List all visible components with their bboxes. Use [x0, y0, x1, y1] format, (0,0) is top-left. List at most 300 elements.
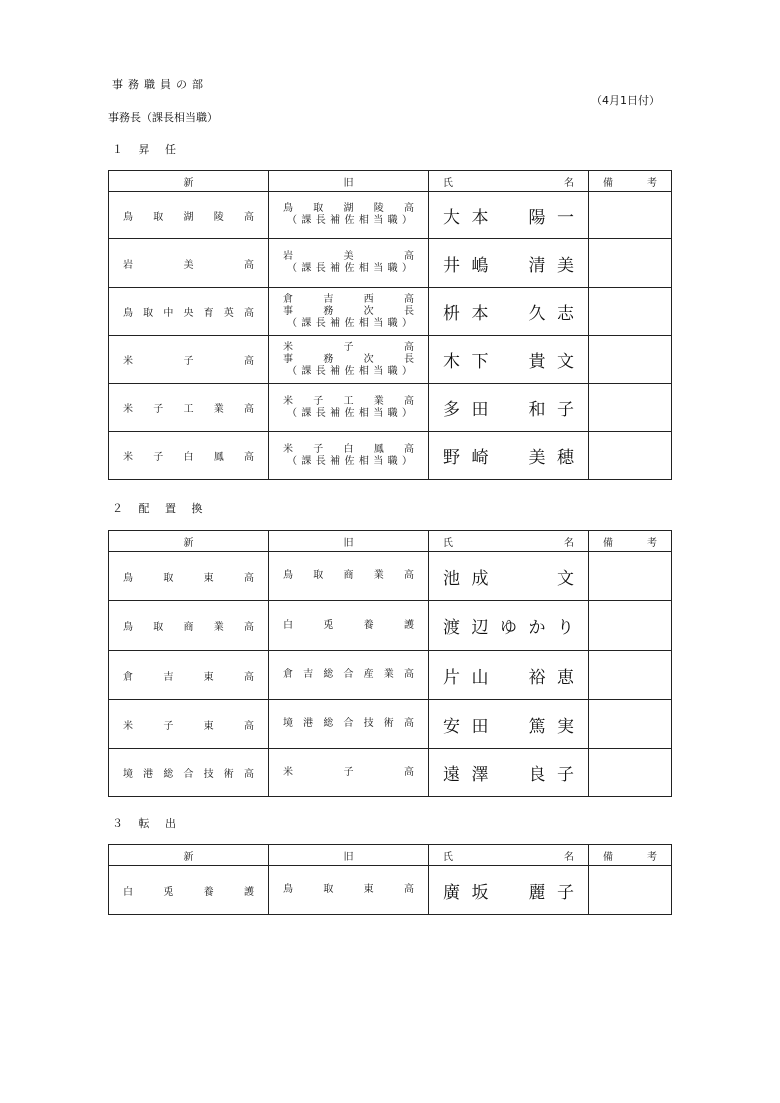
new-post-char: 商 [183, 622, 194, 633]
remarks-cell [589, 192, 672, 239]
old-post-line [283, 396, 414, 408]
old-post-char: 子 [313, 443, 324, 455]
old-post-cell [269, 384, 429, 432]
name-cell [429, 552, 589, 601]
old-post-line [283, 570, 414, 582]
old-post-line [283, 306, 414, 318]
new-post-text [109, 883, 268, 898]
new-post-cell [109, 192, 269, 239]
name-cell [429, 601, 589, 651]
name-char: 子 [557, 400, 574, 420]
header-old-label: 旧 [343, 851, 354, 863]
old-post-note-char: 職 [387, 317, 398, 329]
new-post-char: 鳥 [123, 572, 133, 584]
header-remarks-part: 備 [603, 537, 613, 549]
table-row [109, 651, 672, 700]
old-post-note [283, 318, 414, 330]
header-remarks-label [589, 174, 671, 189]
new-post-text [109, 668, 268, 683]
remarks-cell [589, 288, 672, 336]
header-name-label [429, 848, 588, 863]
new-post-text [109, 256, 268, 271]
old-post-cell [269, 749, 429, 797]
old-post-char: 術 [383, 718, 394, 729]
old-post-char: 白 [283, 619, 293, 631]
name-cell [429, 749, 589, 797]
remarks-cell [589, 601, 672, 651]
remarks-cell [589, 552, 672, 601]
name-char [500, 395, 517, 420]
name-char: 木 [443, 352, 460, 372]
old-post-char: 米 [283, 443, 293, 455]
old-post-cell [269, 192, 429, 239]
old-post-char: 鳥 [283, 884, 293, 895]
new-post-char: 鳳 [213, 452, 224, 463]
person-name [429, 347, 588, 372]
old-post-block [269, 444, 428, 468]
section-title-promotion: １ 昇 任 [112, 143, 182, 156]
old-post-char: 倉 [283, 669, 293, 680]
new-post-cell [109, 384, 269, 432]
new-post-cell [109, 601, 269, 651]
new-post-text [109, 569, 268, 584]
header-name [429, 531, 589, 552]
old-post-note-char: （ [287, 215, 297, 226]
name-char [500, 760, 517, 785]
old-post-cell [269, 239, 429, 288]
table-transfer [108, 530, 672, 797]
name-cell [429, 384, 589, 432]
name-char: 和 [528, 400, 546, 420]
remarks-cell [589, 651, 672, 700]
old-post-char: 長 [403, 353, 414, 365]
remarks-cell [589, 239, 672, 288]
old-post-char: 倉 [283, 293, 293, 305]
new-post-char: 米 [123, 356, 133, 367]
header-old [269, 171, 429, 192]
old-post-cell [269, 552, 429, 601]
old-post-note-char: 佐 [344, 215, 355, 226]
new-post-char: 取 [143, 308, 154, 319]
old-post-cell [269, 432, 429, 480]
header-remarks-label [589, 534, 671, 549]
name-char: 久 [528, 304, 546, 324]
old-post-note-char: 職 [387, 263, 398, 274]
new-post-char: 高 [243, 671, 254, 683]
old-post-char: 高 [404, 443, 414, 455]
new-post-char: 技 [203, 769, 214, 780]
old-post-char: 業 [383, 669, 394, 680]
new-post-char: 護 [243, 886, 254, 898]
new-post-char: 子 [163, 720, 174, 732]
old-post-note-char: 長 [315, 365, 326, 377]
old-post-note [283, 366, 414, 378]
name-char: 子 [557, 882, 574, 903]
name-char: 山 [471, 667, 489, 688]
old-post-note-char: 相 [358, 317, 369, 329]
new-post-cell [109, 651, 269, 700]
old-post-char: 総 [323, 718, 334, 729]
new-post-char: 子 [183, 356, 194, 367]
old-post-block [269, 294, 428, 330]
old-post-char: 産 [363, 669, 374, 680]
old-post-char: 鳳 [373, 443, 384, 455]
new-post-char: 東 [203, 671, 214, 683]
old-post-note-char: （ [287, 455, 297, 467]
old-post-char: 港 [303, 718, 314, 729]
name-char [500, 443, 517, 468]
name-char: 池 [443, 568, 460, 589]
name-char: 子 [557, 765, 574, 785]
old-post-note-char: ） [402, 215, 412, 226]
old-post-note-char: 長 [315, 215, 326, 226]
new-post-char: 高 [244, 404, 254, 415]
person-name [429, 878, 588, 903]
old-post-char: 高 [404, 341, 414, 353]
old-post-note-char: 当 [373, 455, 384, 467]
person-name [429, 251, 588, 276]
old-post-note-char: 補 [330, 317, 341, 329]
old-post-note-char: ） [402, 407, 412, 419]
name-char: 田 [471, 400, 489, 420]
old-post-cell [269, 700, 429, 749]
new-post-char: 湖 [183, 211, 194, 223]
old-post-line [283, 767, 414, 779]
name-char: 成 [471, 568, 489, 589]
old-post-char: 事 [283, 353, 293, 365]
old-post-cell [269, 288, 429, 336]
old-post-block [269, 203, 428, 227]
name-char: 文 [557, 352, 574, 372]
old-post-char: 陵 [373, 203, 384, 214]
old-post-block [269, 718, 428, 730]
name-char: 大 [443, 207, 460, 228]
new-post-char: 業 [213, 622, 224, 633]
document-heading: 事務職員の部 [112, 78, 208, 91]
old-post-note-char: 職 [387, 407, 398, 419]
name-char: 清 [528, 255, 546, 276]
old-post-char: 米 [283, 395, 293, 407]
header-new-label: 新 [183, 537, 194, 549]
old-post-note-char: 佐 [344, 317, 355, 329]
name-char: 志 [557, 304, 574, 324]
person-name [429, 299, 588, 324]
person-name [429, 663, 588, 688]
old-post-cell [269, 336, 429, 384]
name-char: 井 [443, 255, 460, 276]
name-char: 本 [471, 207, 489, 228]
table-row [109, 601, 672, 651]
new-post-char: 白 [183, 452, 194, 463]
name-char [500, 299, 517, 324]
new-post-text [109, 618, 268, 633]
table-header-row [109, 531, 672, 552]
old-post-char: 湖 [343, 203, 354, 214]
person-name [429, 712, 588, 737]
old-post-char: 務 [323, 305, 334, 317]
table-promotion [108, 170, 672, 480]
name-char: 嶋 [471, 255, 489, 276]
old-post-char: 取 [323, 884, 334, 895]
old-post-line [283, 354, 414, 366]
old-post-note-char: 相 [358, 407, 369, 419]
header-remarks-part: 備 [603, 177, 613, 189]
table-row [109, 749, 672, 797]
new-post-text [109, 765, 268, 780]
remarks-cell [589, 700, 672, 749]
old-post-note-char: 当 [373, 317, 384, 329]
old-post-char: 工 [343, 395, 354, 407]
old-post-line [283, 620, 414, 632]
name-char: 枡 [443, 304, 460, 324]
name-char [500, 663, 517, 688]
old-post-char: 高 [403, 293, 414, 305]
old-post-note-char: 長 [315, 407, 326, 419]
old-post-char: 子 [313, 395, 324, 407]
name-char: 野 [443, 448, 460, 468]
table-row [109, 288, 672, 336]
old-post-char: 高 [403, 718, 414, 729]
new-post-char: 吉 [163, 671, 174, 683]
old-post-note-char: 職 [387, 215, 398, 226]
name-char: 貴 [528, 352, 546, 372]
new-post-char: 米 [123, 720, 133, 732]
new-post-char: 高 [243, 308, 254, 319]
table-outbound [108, 844, 672, 915]
table-row [109, 700, 672, 749]
new-post-cell [109, 239, 269, 288]
new-post-cell [109, 288, 269, 336]
section-title-transfer: ２ 配 置 換 [112, 502, 209, 515]
old-post-note-char: 佐 [344, 455, 355, 467]
old-post-note [283, 263, 414, 275]
section-title-outbound: ３ 転 出 [112, 817, 182, 830]
old-post-char: 合 [343, 718, 354, 729]
old-post-note-char: 相 [358, 455, 369, 467]
new-post-char: 鳥 [123, 211, 133, 223]
new-post-char: 岩 [123, 259, 133, 271]
old-post-char: 業 [373, 395, 384, 407]
name-char: 澤 [471, 765, 489, 785]
new-post-char: 白 [123, 886, 133, 898]
old-post-note-char: 当 [373, 263, 384, 274]
new-post-char: 業 [213, 404, 224, 415]
new-post-char: 陵 [213, 211, 224, 223]
old-post-note-char: 課 [301, 365, 312, 377]
new-post-char: 子 [153, 404, 164, 415]
new-post-char: 取 [153, 622, 164, 633]
name-cell [429, 239, 589, 288]
old-post-note-char: 当 [373, 215, 384, 226]
name-char: 美 [528, 448, 546, 468]
person-name [429, 760, 588, 785]
name-char: 片 [443, 667, 460, 688]
old-post-char: 白 [343, 443, 354, 455]
new-post-char: 高 [244, 622, 254, 633]
old-post-line [283, 251, 414, 263]
old-post-note-char: 長 [315, 455, 326, 467]
old-post-char: 合 [343, 669, 354, 680]
name-char: 裕 [528, 667, 546, 688]
name-char: 遠 [443, 765, 460, 785]
name-char: 実 [557, 716, 574, 737]
old-post-char: 美 [343, 251, 354, 262]
name-char: 陽 [528, 207, 546, 228]
new-post-cell [109, 700, 269, 749]
new-post-char: 高 [244, 259, 254, 271]
old-post-char: 岩 [283, 251, 293, 262]
person-name [429, 613, 588, 638]
new-post-char: 高 [244, 356, 254, 367]
old-post-block [269, 669, 428, 681]
header-name [429, 845, 589, 866]
old-post-note-char: （ [287, 263, 297, 274]
old-post-note [283, 456, 414, 468]
old-post-block [269, 396, 428, 420]
old-post-char: 技 [363, 718, 374, 729]
old-post-block [269, 342, 428, 378]
table-row [109, 336, 672, 384]
old-post-cell [269, 651, 429, 700]
person-name [429, 203, 588, 228]
header-old-label: 旧 [343, 177, 354, 189]
old-post-line [283, 669, 414, 681]
new-post-char: 取 [163, 572, 174, 584]
old-post-cell [269, 601, 429, 651]
old-post-line [283, 718, 414, 730]
name-cell [429, 192, 589, 239]
new-post-char: 高 [243, 769, 254, 780]
name-char: 下 [471, 352, 489, 372]
position-subheading: 事務長（課長相当職） [108, 111, 218, 124]
old-post-block [269, 251, 428, 275]
header-remarks-part: 考 [647, 537, 657, 549]
new-post-char: 取 [153, 211, 164, 223]
new-post-char: 中 [163, 308, 174, 319]
old-post-char: 高 [404, 570, 414, 581]
name-char: ゆ [500, 618, 517, 638]
old-post-note-char: 相 [358, 365, 369, 377]
new-post-char: 総 [163, 769, 174, 780]
new-post-cell [109, 552, 269, 601]
old-post-note-char: 職 [387, 455, 398, 467]
name-char: 美 [557, 255, 574, 276]
header-new-label: 新 [183, 177, 194, 189]
new-post-char: 港 [143, 769, 154, 780]
name-cell [429, 866, 589, 915]
old-post-note-char: ） [402, 455, 412, 467]
old-post-char: 事 [283, 305, 293, 317]
old-post-note-char: 補 [330, 407, 341, 419]
old-post-note-char: 補 [330, 215, 341, 226]
header-new-label: 新 [183, 851, 194, 863]
name-char [500, 564, 517, 589]
table-row [109, 866, 672, 915]
new-post-char: 鳥 [123, 622, 133, 633]
old-post-note-char: 佐 [344, 263, 355, 274]
person-name [429, 564, 588, 589]
old-post-note-char: 課 [301, 317, 312, 329]
old-post-char: 吉 [323, 293, 334, 305]
table-header-row [109, 845, 672, 866]
old-post-line [283, 203, 414, 215]
name-char: 安 [443, 716, 460, 737]
new-post-char: 合 [183, 769, 194, 780]
person-name [429, 395, 588, 420]
header-remarks-part: 備 [603, 851, 613, 863]
old-post-note-char: 補 [330, 365, 341, 377]
table-header-row [109, 171, 672, 192]
header-new [109, 171, 269, 192]
remarks-cell [589, 749, 672, 797]
new-post-char: 高 [243, 720, 254, 732]
old-post-line [283, 884, 414, 896]
header-name-part: 氏 [443, 537, 453, 549]
old-post-note-char: ） [402, 365, 412, 377]
header-name-part: 氏 [443, 851, 453, 863]
header-name-label [429, 174, 588, 189]
old-post-char: 商 [343, 570, 354, 581]
new-post-char: 養 [203, 886, 214, 898]
old-post-char: 鳥 [283, 570, 293, 581]
old-post-note-char: 課 [301, 215, 312, 226]
person-name [429, 443, 588, 468]
name-cell [429, 700, 589, 749]
old-post-char: 長 [403, 305, 414, 317]
remarks-cell [589, 432, 672, 480]
new-post-char: 子 [153, 452, 164, 463]
name-char: 穂 [557, 448, 574, 468]
new-post-char: 高 [243, 572, 254, 584]
header-old [269, 845, 429, 866]
old-post-char: 子 [343, 341, 354, 353]
old-post-note-char: 相 [358, 215, 369, 226]
old-post-note-char: （ [287, 365, 297, 377]
name-char: 本 [471, 304, 489, 324]
name-cell [429, 288, 589, 336]
old-post-note-char: 佐 [344, 407, 355, 419]
new-post-char: 育 [203, 308, 214, 319]
new-post-char: 米 [123, 452, 133, 463]
old-post-char: 米 [283, 341, 293, 353]
old-post-line [283, 294, 414, 306]
header-old-label: 旧 [343, 537, 354, 549]
header-remarks [589, 171, 672, 192]
old-post-note-char: 補 [330, 455, 341, 467]
old-post-note-char: 課 [301, 263, 312, 274]
old-post-char: 高 [403, 884, 414, 895]
name-char: 一 [557, 207, 574, 228]
header-new [109, 531, 269, 552]
new-post-char: 美 [183, 259, 194, 271]
old-post-note-char: （ [287, 317, 297, 329]
remarks-cell [589, 384, 672, 432]
new-post-cell [109, 749, 269, 797]
new-post-char: 米 [123, 404, 133, 415]
old-post-char: 高 [404, 766, 414, 778]
name-char [500, 203, 517, 228]
old-post-block [269, 570, 428, 582]
old-post-char: 次 [363, 353, 374, 365]
name-char: 麗 [528, 882, 546, 903]
name-char: 辺 [471, 618, 489, 638]
header-name-part: 氏 [443, 177, 453, 189]
new-post-char: 兎 [163, 886, 174, 898]
old-post-char: 取 [313, 570, 324, 581]
old-post-note-char: 佐 [344, 365, 355, 377]
old-post-char: 護 [403, 619, 414, 631]
old-post-block [269, 767, 428, 779]
